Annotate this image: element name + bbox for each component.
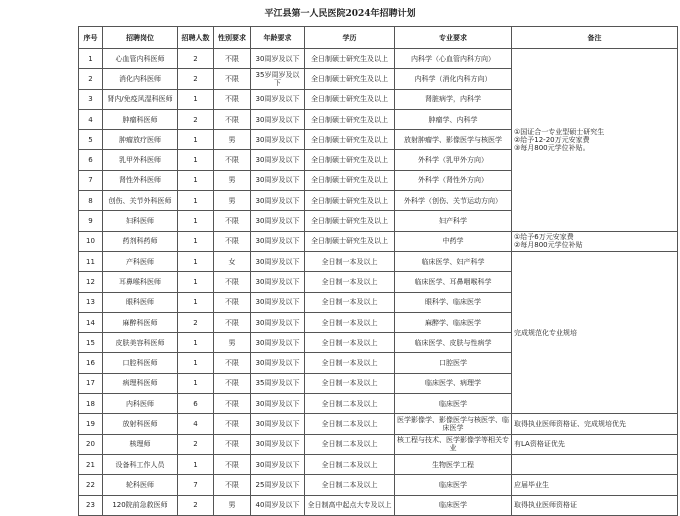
cell-education: 全日制硕士研究生及以上	[305, 150, 395, 170]
table-row	[79, 495, 678, 515]
table-row	[79, 49, 678, 69]
cell-index: 3	[79, 89, 103, 109]
cell-index: 14	[79, 312, 103, 332]
cell-age: 30周岁及以下	[251, 272, 305, 292]
cell-index: 16	[79, 353, 103, 373]
cell-gender: 不限	[214, 211, 251, 231]
cell-count: 1	[178, 89, 214, 109]
cell-index: 22	[79, 475, 103, 495]
cell-age: 30周岁及以下	[251, 454, 305, 474]
cell-count: 6	[178, 394, 214, 414]
cell-education: 全日制一本及以上	[305, 312, 395, 332]
cell-notes: ①给予6万元安家费 ②每月800元学位补贴	[512, 231, 678, 251]
cell-position: 耳鼻喉科医师	[103, 272, 178, 292]
cell-gender: 不限	[214, 312, 251, 332]
cell-major: 临床医学、妇产科学	[395, 251, 512, 271]
cell-age: 30周岁及以下	[251, 130, 305, 150]
cell-position: 口腔科医师	[103, 353, 178, 373]
cell-major: 临床医学、病理学	[395, 373, 512, 393]
cell-education: 全日制二本及以上	[305, 394, 395, 414]
header-notes: 备注	[512, 27, 678, 49]
table-row	[79, 414, 678, 434]
cell-major: 妇产科学	[395, 211, 512, 231]
cell-count: 1	[178, 292, 214, 312]
cell-major: 眼科学、临床医学	[395, 292, 512, 312]
cell-major: 临床医学、皮肤与性病学	[395, 333, 512, 353]
cell-age: 35岁周岁及以下	[251, 69, 305, 89]
cell-age: 40周岁及以下	[251, 495, 305, 515]
cell-index: 19	[79, 414, 103, 434]
cell-position: 肿瘤放疗医师	[103, 130, 178, 150]
table-row	[79, 454, 678, 474]
cell-age: 30周岁及以下	[251, 231, 305, 251]
cell-gender: 男	[214, 191, 251, 211]
cell-position: 产科医师	[103, 251, 178, 271]
cell-count: 1	[178, 251, 214, 271]
cell-gender: 不限	[214, 434, 251, 454]
cell-index: 7	[79, 170, 103, 190]
cell-count: 1	[178, 191, 214, 211]
table-row	[79, 251, 678, 271]
cell-age: 30周岁及以下	[251, 191, 305, 211]
cell-major: 生物医学工程	[395, 454, 512, 474]
cell-gender: 男	[214, 170, 251, 190]
cell-education: 全日制二本及以上	[305, 414, 395, 434]
cell-gender: 不限	[214, 272, 251, 292]
cell-gender: 不限	[214, 414, 251, 434]
cell-major: 内科学（心血管内科方向）	[395, 49, 512, 69]
cell-age: 35周岁及以下	[251, 373, 305, 393]
cell-count: 4	[178, 414, 214, 434]
header-position: 招聘岗位	[103, 27, 178, 49]
table-row	[79, 475, 678, 495]
cell-age: 30周岁及以下	[251, 89, 305, 109]
cell-gender: 不限	[214, 353, 251, 373]
cell-count: 2	[178, 312, 214, 332]
cell-count: 1	[178, 373, 214, 393]
cell-major: 临床医学、耳鼻咽喉科学	[395, 272, 512, 292]
cell-count: 2	[178, 495, 214, 515]
cell-index: 13	[79, 292, 103, 312]
cell-count: 1	[178, 231, 214, 251]
cell-index: 12	[79, 272, 103, 292]
cell-count: 1	[178, 272, 214, 292]
cell-position: 消化内科医师	[103, 69, 178, 89]
cell-position: 肾性外科医师	[103, 170, 178, 190]
cell-age: 30周岁及以下	[251, 333, 305, 353]
cell-position: 心血管内科医师	[103, 49, 178, 69]
cell-major: 外科学（乳甲外方向）	[395, 150, 512, 170]
cell-gender: 不限	[214, 454, 251, 474]
cell-gender: 女	[214, 251, 251, 271]
cell-position: 内科医师	[103, 394, 178, 414]
cell-count: 1	[178, 211, 214, 231]
cell-position: 创伤、关节外科医师	[103, 191, 178, 211]
cell-index: 17	[79, 373, 103, 393]
cell-age: 30周岁及以下	[251, 434, 305, 454]
cell-education: 全日制一本及以上	[305, 373, 395, 393]
cell-position: 皮肤美容科医师	[103, 333, 178, 353]
cell-gender: 不限	[214, 150, 251, 170]
cell-notes: 有LA资格证优先	[512, 434, 678, 454]
cell-age: 30周岁及以下	[251, 211, 305, 231]
cell-major: 口腔医学	[395, 353, 512, 373]
cell-count: 1	[178, 353, 214, 373]
cell-count: 7	[178, 475, 214, 495]
cell-index: 10	[79, 231, 103, 251]
cell-position: 药剂科药师	[103, 231, 178, 251]
cell-position: 眼科医师	[103, 292, 178, 312]
cell-major: 内科学（消化内科方向）	[395, 69, 512, 89]
cell-major: 核工程与技术、医学影像学等相关专业	[395, 434, 512, 454]
cell-major: 临床医学	[395, 495, 512, 515]
cell-education: 全日制硕士研究生及以上	[305, 191, 395, 211]
cell-count: 1	[178, 150, 214, 170]
cell-index: 8	[79, 191, 103, 211]
cell-gender: 不限	[214, 109, 251, 129]
cell-age: 30周岁及以下	[251, 414, 305, 434]
cell-major: 临床医学	[395, 475, 512, 495]
cell-age: 30周岁及以下	[251, 292, 305, 312]
cell-notes: 取得执业医师资格证	[512, 495, 678, 515]
cell-index: 20	[79, 434, 103, 454]
cell-major: 外科学（肾性外方向）	[395, 170, 512, 190]
cell-age: 30周岁及以下	[251, 353, 305, 373]
cell-position: 乳甲外科医师	[103, 150, 178, 170]
cell-age: 30周岁及以下	[251, 49, 305, 69]
cell-notes: 完成规范化专业规培	[512, 251, 678, 413]
cell-age: 30周岁及以下	[251, 170, 305, 190]
cell-gender: 不限	[214, 69, 251, 89]
cell-position: 麻醉科医师	[103, 312, 178, 332]
cell-gender: 不限	[214, 89, 251, 109]
cell-education: 全日制一本及以上	[305, 251, 395, 271]
cell-notes	[512, 454, 678, 474]
cell-education: 全日制二本及以上	[305, 434, 395, 454]
cell-gender: 不限	[214, 373, 251, 393]
cell-notes: 取得执业医师资格证、完成规培优先	[512, 414, 678, 434]
header-row	[79, 27, 678, 49]
cell-count: 2	[178, 109, 214, 129]
cell-position: 轮科医师	[103, 475, 178, 495]
cell-gender: 不限	[214, 292, 251, 312]
cell-age: 30周岁及以下	[251, 150, 305, 170]
cell-position: 肿瘤科医师	[103, 109, 178, 129]
cell-count: 1	[178, 130, 214, 150]
cell-position: 设备科工作人员	[103, 454, 178, 474]
cell-education: 全日制一本及以上	[305, 333, 395, 353]
cell-position: 120院前急救医师	[103, 495, 178, 515]
cell-index: 23	[79, 495, 103, 515]
table-row	[79, 231, 678, 251]
cell-index: 9	[79, 211, 103, 231]
cell-notes: ①国证合一专业型硕士研究生 ②给予12-20万元安家费 ③每月800元学位补贴。	[512, 49, 678, 232]
cell-index: 18	[79, 394, 103, 414]
cell-position: 放射科医师	[103, 414, 178, 434]
header-education: 学历	[305, 27, 395, 49]
cell-index: 4	[79, 109, 103, 129]
table-row	[79, 434, 678, 454]
header-index: 序号	[79, 27, 103, 49]
cell-notes: 应届毕业生	[512, 475, 678, 495]
cell-index: 21	[79, 454, 103, 474]
cell-education: 全日制硕士研究生及以上	[305, 89, 395, 109]
cell-major: 临床医学	[395, 394, 512, 414]
cell-age: 25周岁及以下	[251, 475, 305, 495]
cell-gender: 男	[214, 333, 251, 353]
cell-age: 30周岁及以下	[251, 251, 305, 271]
cell-education: 全日制一本及以上	[305, 292, 395, 312]
cell-age: 30周岁及以下	[251, 394, 305, 414]
cell-position: 妇科医师	[103, 211, 178, 231]
cell-gender: 不限	[214, 231, 251, 251]
recruitment-table	[78, 26, 678, 516]
cell-major: 外科学（创伤、关节运动方向）	[395, 191, 512, 211]
cell-count: 2	[178, 69, 214, 89]
cell-major: 肾脏病学，内科学	[395, 89, 512, 109]
cell-index: 1	[79, 49, 103, 69]
cell-education: 全日制一本及以上	[305, 272, 395, 292]
cell-age: 30周岁及以下	[251, 109, 305, 129]
header-count: 招聘人数	[178, 27, 214, 49]
cell-index: 6	[79, 150, 103, 170]
cell-major: 放射肿瘤学、影像医学与核医学	[395, 130, 512, 150]
cell-position: 核理师	[103, 434, 178, 454]
cell-major: 肿瘤学、内科学	[395, 109, 512, 129]
cell-education: 全日制二本及以上	[305, 475, 395, 495]
page-title: 平江县第一人民医院2024年招聘计划	[264, 9, 416, 19]
cell-education: 全日制硕士研究生及以上	[305, 109, 395, 129]
cell-education: 全日制二本及以上	[305, 454, 395, 474]
cell-index: 15	[79, 333, 103, 353]
cell-gender: 男	[214, 130, 251, 150]
cell-education: 全日制硕士研究生及以上	[305, 211, 395, 231]
cell-education: 全日制硕士研究生及以上	[305, 49, 395, 69]
cell-major: 中药学	[395, 231, 512, 251]
cell-count: 1	[178, 454, 214, 474]
cell-gender: 不限	[214, 49, 251, 69]
cell-education: 全日制硕士研究生及以上	[305, 130, 395, 150]
cell-gender: 不限	[214, 475, 251, 495]
cell-index: 11	[79, 251, 103, 271]
cell-count: 1	[178, 333, 214, 353]
cell-count: 2	[178, 49, 214, 69]
cell-major: 医学影像学、影像医学与核医学、临床医学	[395, 414, 512, 434]
cell-gender: 男	[214, 495, 251, 515]
cell-major: 麻醉学、临床医学	[395, 312, 512, 332]
cell-gender: 不限	[214, 394, 251, 414]
cell-education: 全日制一本及以上	[305, 353, 395, 373]
header-major: 专业要求	[395, 27, 512, 49]
cell-education: 全日制高中起点大专及以上	[305, 495, 395, 515]
cell-education: 全日制硕士研究生及以上	[305, 170, 395, 190]
cell-education: 全日制硕士研究生及以上	[305, 231, 395, 251]
cell-education: 全日制硕士研究生及以上	[305, 69, 395, 89]
cell-index: 2	[79, 69, 103, 89]
cell-age: 30周岁及以下	[251, 312, 305, 332]
cell-count: 1	[178, 170, 214, 190]
cell-position: 病理科医师	[103, 373, 178, 393]
cell-index: 5	[79, 130, 103, 150]
header-age: 年龄要求	[251, 27, 305, 49]
cell-count: 2	[178, 434, 214, 454]
cell-position: 肾内/免疫风湿科医师	[103, 89, 178, 109]
header-gender: 性别要求	[214, 27, 251, 49]
